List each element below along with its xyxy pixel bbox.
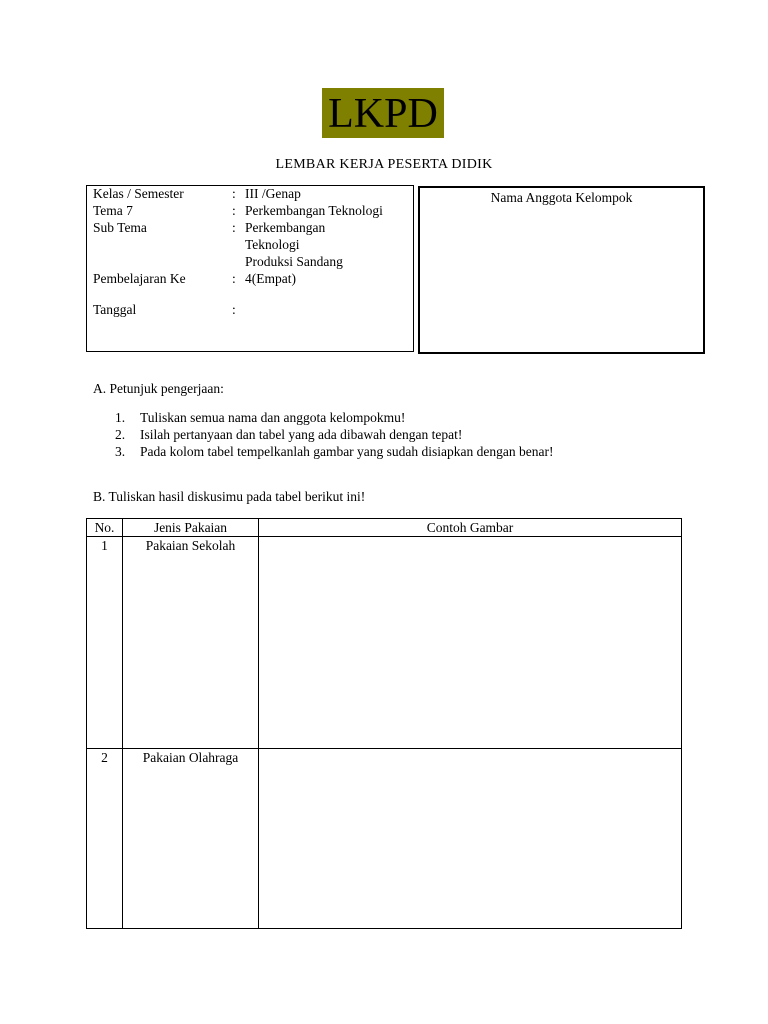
instruction-text: Pada kolom tabel tempelkanlah gambar yang sudah disiapkan dengan benar!: [140, 444, 554, 459]
value-kelas: III /Genap: [245, 186, 301, 201]
row-image-content: [259, 537, 681, 538]
value-subtema-line2: Teknologi: [245, 237, 300, 252]
header-clothing-type: Jenis Pakaian: [123, 519, 259, 537]
row-image-content: [259, 749, 681, 750]
header-no: No.: [87, 519, 123, 537]
header-example-image: Contoh Gambar: [259, 519, 682, 537]
row-no: [87, 749, 123, 929]
row-clothing-type: [123, 537, 259, 749]
page-subtitle: LEMBAR KERJA PESERTA DIDIK: [275, 157, 493, 172]
table-row: [87, 537, 682, 749]
instruction-text: Isilah pertanyaan dan tabel yang ada dibawah dengan tepat!: [140, 427, 463, 442]
table-row: [87, 749, 682, 929]
label-tanggal: Tanggal: [93, 302, 137, 317]
row-no: [87, 537, 123, 749]
colon: :: [232, 203, 236, 218]
instruction-number: 1.: [115, 410, 126, 425]
value-subtema: Perkembangan: [245, 220, 326, 235]
results-table: [86, 518, 682, 929]
colon: :: [232, 302, 236, 317]
group-members-title: Nama Anggota Kelompok: [490, 190, 633, 205]
section-a-heading: A. Petunjuk pengerjaan:: [93, 381, 224, 396]
value-pembelajaran: 4(Empat): [245, 271, 296, 286]
row-clothing-type: [123, 749, 259, 929]
section-b-heading: B. Tuliskan hasil diskusimu pada tabel berikut ini!: [93, 489, 366, 504]
label-subtema: Sub Tema: [93, 220, 147, 235]
row-no-text: 2: [101, 750, 108, 765]
page-title: LKPD: [322, 88, 444, 138]
colon: :: [232, 220, 236, 235]
row-no-text: 1: [101, 538, 108, 553]
instruction-number: 2.: [115, 427, 126, 442]
colon: :: [232, 186, 236, 201]
label-kelas: Kelas / Semester: [93, 186, 184, 201]
value-tema: Perkembangan Teknologi: [245, 203, 383, 218]
info-box: [86, 185, 414, 352]
group-members-box[interactable]: [418, 186, 705, 354]
label-pembelajaran: Pembelajaran Ke: [93, 271, 186, 286]
instruction-text: Tuliskan semua nama dan anggota kelompokmu!: [140, 410, 406, 425]
row-image-cell[interactable]: [259, 749, 682, 929]
colon: :: [232, 271, 236, 286]
instruction-number: 3.: [115, 444, 126, 459]
label-tema: Tema 7: [93, 203, 133, 218]
row-image-cell[interactable]: [259, 537, 682, 749]
table-header-row: [87, 519, 682, 537]
value-subtema-line3: Produksi Sandang: [245, 254, 343, 269]
row-clothing-type-text: Pakaian Sekolah: [145, 538, 236, 553]
row-clothing-type-text: Pakaian Olahraga: [142, 750, 239, 765]
